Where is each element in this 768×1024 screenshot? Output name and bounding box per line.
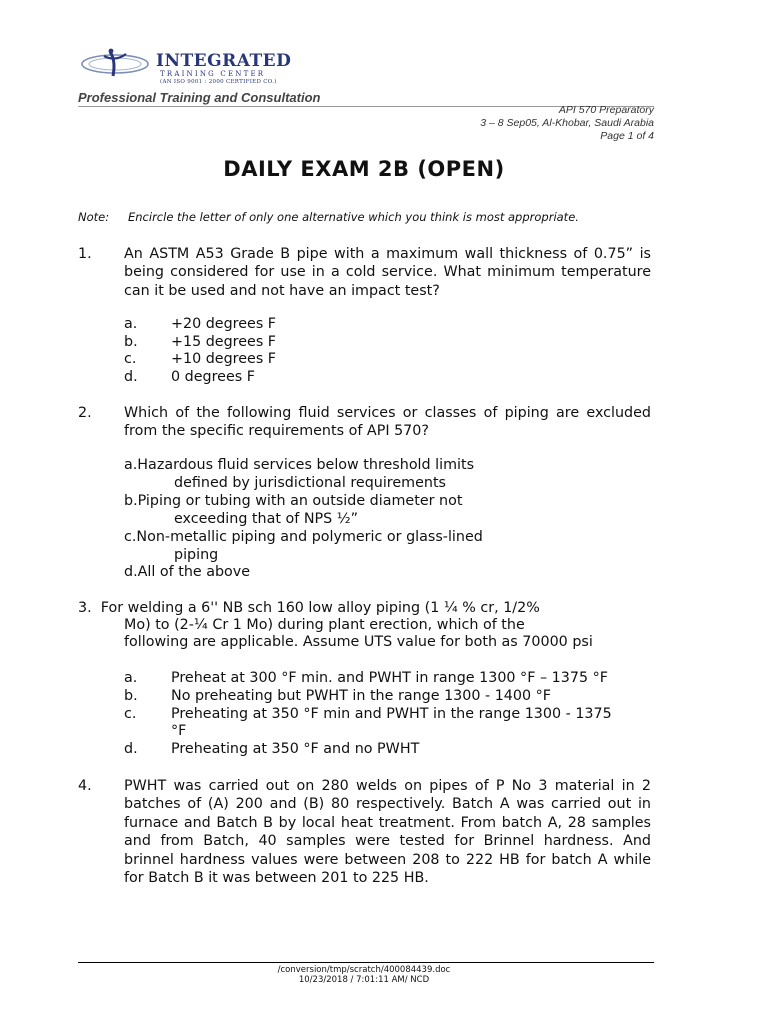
option-letter: a. <box>124 316 138 332</box>
footer <box>0 965 728 985</box>
footer-timestamp: 10/23/2018 / 7:01:11 AM/ NCD <box>298 975 430 985</box>
exam-note <box>78 210 579 224</box>
option-letter: d. <box>124 741 138 757</box>
question-text: PWHT was carried out on 280 welds on pipes of P No 3 material in 2 batches of (A) 200 and (B) 80 respectively. Batch A was carried out in furnace and Batch B by local heat treatment. From batch A, 28 samples and from Batch, 40 samples were tested for Brinnel hardness. And brinnel hardness values were between 208 to 222 HB for batch A while for Batch B it was between 201 to 225 HB. <box>124 778 651 887</box>
logo-title: INTEGRATED <box>156 51 292 71</box>
note-label: Note: <box>78 210 110 224</box>
header-meta <box>480 104 654 143</box>
option-letter: d. <box>124 369 138 385</box>
question-3-line-3: following are applicable. Assume UTS value for both as 70000 psi <box>124 634 593 650</box>
option-2d[interactable] <box>124 564 250 582</box>
course-location: 3 – 8 Sep05, Al-Khobar, Saudi Arabia <box>480 117 654 129</box>
option-letter: c. <box>124 351 137 367</box>
question-3-line-1 <box>78 600 540 618</box>
option-letter: b. <box>124 334 138 350</box>
option-letter: a. <box>124 670 138 686</box>
option-text-continued: defined by jurisdictional requirements <box>174 474 447 491</box>
option-text: d.All of the above <box>124 564 251 580</box>
option-2c[interactable] <box>124 529 483 564</box>
logo-certification: (AN ISO 9001 : 2000 CERTIFIED CO.) <box>160 79 277 85</box>
option-text: Preheating at 350 °F min and PWHT in the range 1300 - 1375 <box>171 706 612 722</box>
question-number: 4. <box>78 778 92 794</box>
option-2a[interactable] <box>124 457 474 492</box>
footer-divider <box>78 962 654 963</box>
option-text: a.Hazardous fluid services below threshold limits <box>124 457 475 473</box>
page-title: DAILY EXAM 2B (OPEN) <box>223 157 505 181</box>
option-letter: b. <box>124 688 138 704</box>
option-text: 0 degrees F <box>171 369 255 385</box>
question-3-line-2: Mo) to (2-¼ Cr 1 Mo) during plant erection, which of the <box>124 617 525 633</box>
option-text-continued: piping <box>174 546 219 563</box>
logo-emblem-icon <box>80 46 150 82</box>
company-logo <box>78 42 310 88</box>
option-text: c.Non-metallic piping and polymeric or glass-lined <box>124 529 483 545</box>
footer-file-path: /conversion/tmp/scratch/400084439.doc <box>277 965 451 975</box>
question-number: 3. <box>78 600 92 616</box>
option-text: +20 degrees F <box>171 316 277 332</box>
question-number: 1. <box>78 246 92 262</box>
option-text: +15 degrees F <box>171 334 277 350</box>
question-number: 2. <box>78 405 92 421</box>
note-text: Encircle the letter of only one alternative which you think is most appropriate. <box>128 210 579 224</box>
tagline: Professional Training and Consultation <box>78 90 321 105</box>
question-text: Which of the following fluid services or classes of piping are excluded from the specific requirements of API 570? <box>124 405 651 440</box>
question-text: For welding a 6'' NB sch 160 low alloy piping (1 ¼ % cr, 1/2% <box>100 600 540 616</box>
option-letter: c. <box>124 706 137 722</box>
course-name: API 570 Preparatory <box>558 104 654 116</box>
option-text: No preheating but PWHT in the range 1300 - 1400 °F <box>171 688 552 704</box>
question-text: An ASTM A53 Grade B pipe with a maximum wall thickness of 0.75” is being considered for use in a cold service. What minimum temperature can it be used and not have an impact test? <box>124 246 651 299</box>
option-text-continued: exceeding that of NPS ½” <box>174 510 359 527</box>
page-number: Page 1 of 4 <box>600 130 654 142</box>
option-2b[interactable] <box>124 493 462 528</box>
option-text: +10 degrees F <box>171 351 277 367</box>
option-text-continued: °F <box>171 723 187 739</box>
option-text: b.Piping or tubing with an outside diameter not <box>124 493 463 509</box>
option-text: Preheat at 300 °F min. and PWHT in range 1300 °F – 1375 °F <box>171 670 608 686</box>
logo-subtitle: TRAINING CENTER <box>160 70 266 78</box>
option-text: Preheating at 350 °F and no PWHT <box>171 741 420 757</box>
